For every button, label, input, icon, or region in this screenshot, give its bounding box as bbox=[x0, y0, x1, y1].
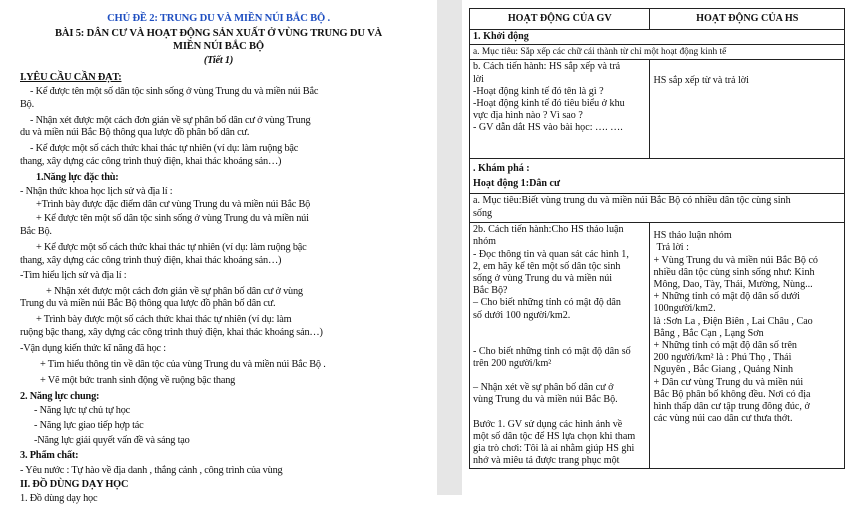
text-line: nhiều dân tộc cùng sinh sống như: Kinh bbox=[653, 266, 815, 278]
text-line: + Vùng Trung du và miền núi Bắc Bộ có bbox=[653, 254, 818, 266]
text-line: + Vẽ một bức tranh sinh động về ruộng bậc thang bbox=[40, 375, 236, 386]
text-line: + Tìm hiểu thông tin về dân tộc của vùng Trung du và miền núi Bắc Bộ . bbox=[40, 359, 326, 370]
subheading: 1.Năng lực đặc thù: bbox=[36, 172, 119, 183]
text-line: Bắc Bộ phân bố không đều. Nơi có địa bbox=[653, 388, 811, 400]
text-line: – Cho biết những tỉnh có mật độ dân bbox=[473, 297, 621, 309]
text-line: trên 200 người/km² bbox=[473, 358, 552, 370]
text-line: - Nhận thức khoa học lịch sử và địa lí : bbox=[20, 186, 173, 197]
text-line: vùng Trung du và miền núi Bắc Bộ. bbox=[473, 394, 618, 406]
subheading: 2. Năng lực chung: bbox=[20, 391, 100, 402]
text-line: 100người/km2. bbox=[653, 303, 716, 315]
text-line: + Những tỉnh có mật độ dân số dưới bbox=[653, 291, 800, 303]
header-hs: HOẠT ĐỘNG CỦA HS bbox=[650, 9, 845, 30]
text-line: -Hoạt động kinh tế đó tên là gì ? bbox=[473, 85, 604, 97]
right-page bbox=[462, 0, 851, 495]
text-line: Bước 1. GV sử dụng các hình ảnh về bbox=[473, 418, 623, 430]
text-line: sống ở vùng Trung du và miền núi bbox=[473, 273, 613, 285]
text-line: 200 người/km² là : Phú Thọ , Thái bbox=[653, 352, 792, 364]
text-line: -Tìm hiểu lịch sử và địa lí : bbox=[20, 270, 127, 281]
text-line: - Năng lực tự chủ tự học bbox=[34, 405, 131, 416]
text-line: 2, em hãy kể tên một số dân tộc sinh bbox=[473, 260, 621, 272]
spacer bbox=[473, 322, 646, 346]
activity-title: Hoạt động 1:Dân cư bbox=[470, 177, 844, 194]
text-line: các vùng núi cao dân cư thưa thớt. bbox=[653, 413, 793, 425]
warmup-gv-cell bbox=[470, 60, 650, 159]
lesson-table bbox=[469, 8, 845, 469]
text-line: - Yêu nước : Tự hào về địa danh , thắng cảnh , công trình của vùng bbox=[20, 465, 283, 476]
text-line: nhóm bbox=[473, 236, 496, 248]
activity-hs-cell bbox=[650, 223, 845, 469]
subheading: 3. Phẩm chất: bbox=[20, 450, 79, 461]
text-line: + Trình bày được một số cách thức khai thác tự nhiên (ví dụ: làm bbox=[36, 314, 292, 325]
text-line: HS sắp xếp từ và trả lời bbox=[653, 75, 749, 87]
text-line: Trung du và miền núi Bắc Bộ thông qua lược đồ phân bố dân cư. bbox=[20, 298, 276, 309]
header-gv: HOẠT ĐỘNG CỦA GV bbox=[470, 9, 650, 30]
text-line: Trả lời : bbox=[656, 242, 689, 254]
text-line: là :Sơn La , Điện Biên , Lai Châu , Cao bbox=[653, 315, 813, 327]
text-line: một số dân tộc để HS lựa chọn khi tham bbox=[473, 430, 636, 442]
text-line: +Trình bày được đặc điểm dân cư vùng Trung du và miền núi Bắc Bộ bbox=[36, 199, 311, 210]
spacer bbox=[473, 407, 646, 419]
warmup-goal: a. Mục tiêu: Sắp xếp các chữ cái thành từ chỉ một hoạt động kinh tế bbox=[473, 47, 727, 58]
explore-goal-cont: sống bbox=[473, 208, 493, 220]
text-line: -Vận dụng kiến thức kĩ năng đã học : bbox=[20, 343, 166, 354]
text-line: lời bbox=[473, 73, 484, 85]
explore-title: . Khám phá : bbox=[473, 163, 530, 175]
text-line: -Hoạt động kinh tế đó tiêu biểu ở khu bbox=[473, 98, 625, 110]
text-line: - GV dẫn dắt HS vào bài học: …. …. bbox=[473, 122, 623, 134]
text-line: Bắc Bộ. bbox=[20, 226, 52, 237]
text-line: – Nhận xét về sự phân bố dân cư ở bbox=[473, 382, 614, 394]
text-line: vực địa hình nào ? Vì sao ? bbox=[473, 110, 583, 122]
lesson-title-cont: MIỀN NÚI BẮC BỘ bbox=[173, 41, 264, 52]
text-line: - Kể được tên một số dân tộc sinh sống ở vùng Trung du và miền núi Bắc bbox=[30, 86, 319, 97]
lesson-title: BÀI 5: DÂN CƯ VÀ HOẠT ĐỘNG SẢN XUẤT Ở VÙNG TRUNG DU VÀ bbox=[55, 28, 382, 39]
text-line: b. Cách tiến hành: HS sắp xếp và trả bbox=[473, 61, 621, 73]
text-line: Nguyên , Bắc Giang , Quảng Ninh bbox=[653, 364, 794, 376]
text-line: thang, xây dựng các công trình thuỷ điện, khai thác khoáng sản…) bbox=[20, 255, 282, 266]
activity-gv-cell bbox=[470, 223, 650, 469]
text-line: + Nhận xét được một cách đơn giản về sự phân bố dân cư ở vùng bbox=[46, 286, 303, 297]
text-line: - Đọc thông tin và quan sát các hình 1, bbox=[473, 248, 629, 260]
text-line: + Những tỉnh có mật độ dân số trên bbox=[653, 340, 797, 352]
text-line: + Kể được tên một số dân tộc sinh sống ở vùng Trung du và miền núi bbox=[36, 213, 309, 224]
text-line: Bộ. bbox=[20, 99, 34, 110]
section-heading: II. ĐỒ DÙNG DẠY HỌC bbox=[20, 479, 129, 490]
text-line: số dưới 100 người/km2. bbox=[473, 309, 571, 321]
text-line: 2b. Cách tiến hành:Cho HS thảo luận bbox=[473, 224, 624, 236]
text-line: gia trò chơi: Tôi là ai nhằm giúp HS ghi bbox=[473, 443, 635, 455]
row-explore bbox=[470, 159, 845, 223]
text-line: Bắc Bộ? bbox=[473, 285, 508, 297]
text-line: Mông, Dao, Tày, Thái, Mường, Nùng... bbox=[653, 279, 813, 291]
text-line: hình thấp dân cư tập trung đông đúc, ở bbox=[653, 401, 810, 413]
text-line: - Kể được một số cách thức khai thác tự nhiên (ví dụ: làm ruộng bậc bbox=[30, 143, 299, 154]
text-line: - Năng lực giao tiếp hợp tác bbox=[34, 420, 144, 431]
text-line: nhớ và miêu tả được trang phục một bbox=[473, 455, 620, 467]
explore-goal: a. Mục tiêu:Biết vùng trung du và miền núi Bắc Bộ có nhiều dân tộc cùng sinh bbox=[473, 194, 791, 206]
topic-title: CHỦ ĐỀ 2: TRUNG DU VÀ MIỀN NÚI BẮC BỘ . bbox=[107, 13, 330, 24]
text-line: Bằng , Bắc Cạn , Lạng Sơn bbox=[653, 327, 764, 339]
row-warmup bbox=[470, 30, 845, 60]
text-line: HS thảo luận nhóm bbox=[653, 230, 732, 242]
spacer bbox=[473, 370, 646, 382]
page-gutter bbox=[437, 0, 462, 495]
warmup-hs-cell bbox=[650, 60, 845, 159]
period-label: (Tiết 1) bbox=[203, 55, 234, 66]
text-line: - Nhận xét được một cách đơn giản về sự phân bố dân cư ở vùng Trung bbox=[30, 115, 311, 126]
text-line: ruộng bậc thang, xây dựng các công trình thuỷ điện, khai thác khoáng sản…) bbox=[20, 327, 323, 338]
text-line: + Kể được một số cách thức khai thác tự nhiên (ví dụ: làm ruộng bậc bbox=[36, 242, 307, 253]
text-line: - Cho biết những tỉnh có mật độ dân số bbox=[473, 345, 631, 357]
text-line: -Năng lực giải quyết vấn đề và sáng tạo bbox=[34, 435, 190, 446]
text-line: thang, xây dựng các công trình thuỷ điện, khai thác khoáng sản…) bbox=[20, 156, 282, 167]
warmup-title: 1. Khởi động bbox=[470, 30, 844, 45]
text-line: du và miền núi Bắc Bộ thông qua lược đồ phân bố dân cư. bbox=[20, 127, 250, 138]
text-line: 1. Đồ dùng dạy học bbox=[20, 493, 98, 504]
text-line: + Dân cư vùng Trung du và miền núi bbox=[653, 376, 804, 388]
section-heading: I.YÊU CẦU CẦN ĐẠT: bbox=[20, 72, 122, 83]
